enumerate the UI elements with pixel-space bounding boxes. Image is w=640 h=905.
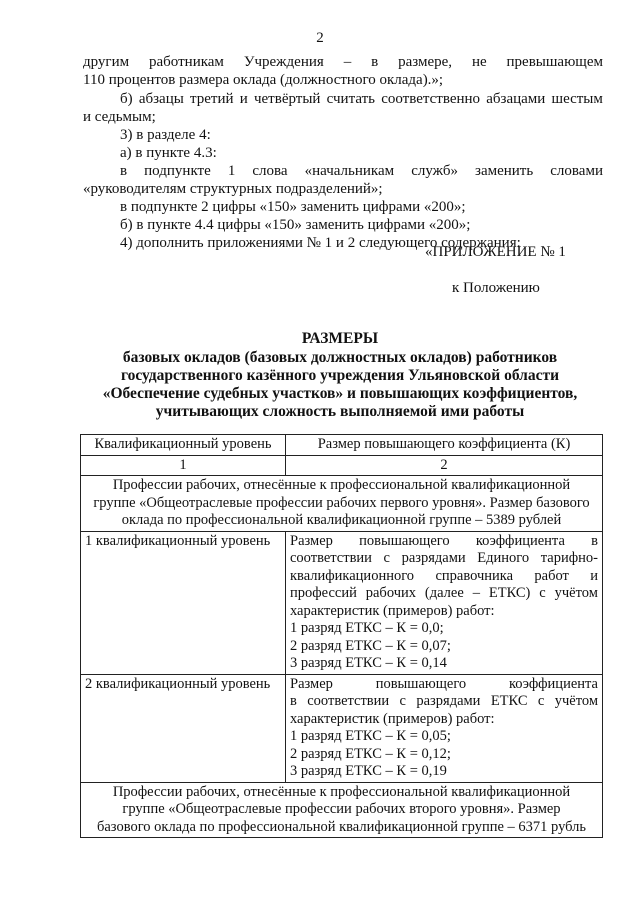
word: «начальникам [304, 163, 395, 179]
word: Размер [290, 532, 333, 549]
word: Единого [477, 550, 530, 566]
column-number: 2 [286, 455, 603, 476]
group-line: оклада по профессиональной квалификационной группе – 5389 рублей [121, 512, 562, 528]
title-line: базовых окладов (базовых должностных окладов) работников [122, 349, 558, 366]
level1-text [290, 533, 598, 673]
table-row [81, 674, 603, 782]
justified-line [290, 676, 598, 694]
word: не [471, 54, 487, 70]
table-header-row [81, 435, 603, 456]
word: и [239, 91, 248, 107]
word: Учреждения [243, 54, 324, 70]
group-line: Профессии рабочих, отнесённые к профессиональной квалификационной [112, 783, 571, 800]
word: ЕТКС) [488, 585, 531, 601]
word: коэффициента [475, 532, 565, 549]
column-number: 1 [81, 455, 286, 476]
justified-line [120, 163, 603, 180]
text-line: «руководителям структурных подразделений»; [83, 181, 383, 197]
text-line: б) в пункте 4.4 цифры «150» заменить цифрами «200»; [120, 217, 471, 233]
level-coefficients [286, 674, 603, 782]
word: в [591, 532, 598, 549]
title-line: «Обеспечение судебных участков» и повышающих коэффициентов, [102, 385, 578, 402]
text-line: 1 разряд ЕТКС – К = 0,05; [290, 728, 451, 744]
appendix-label: «ПРИЛОЖЕНИЕ № 1 [425, 244, 566, 260]
word: соответствии [307, 693, 390, 709]
text-line: 3) в разделе 4: [120, 127, 211, 143]
column-number-row [81, 455, 603, 476]
word: в [290, 693, 297, 709]
title-line: учитывающих сложность выполняемой ими работы [155, 403, 525, 420]
word: слова [252, 163, 288, 179]
justified-line [120, 91, 603, 108]
level-name: 2 квалификационный уровень [81, 674, 286, 782]
text-line: 1 разряд ЕТКС – К = 0,0; [290, 620, 444, 636]
justified-line [290, 693, 598, 711]
level2-text [290, 676, 598, 781]
word: и [590, 567, 598, 584]
text-line: и седьмым; [83, 109, 156, 125]
text-line: 110 процентов размера оклада (должностного оклада).»; [83, 72, 444, 88]
word: разрядами [416, 693, 481, 709]
word: словами [550, 163, 603, 179]
word: считать [326, 91, 375, 107]
word: квалификационного [290, 567, 415, 584]
level-coefficients [286, 531, 603, 674]
word: абзацы [138, 91, 184, 107]
word: Размер [290, 675, 333, 692]
word: учётом [554, 585, 598, 601]
column-header: Квалификационный уровень [81, 435, 286, 456]
word: подпункте [144, 163, 211, 179]
group-line: группе «Общеотраслевые профессии рабочих второго уровня». Размер [122, 801, 561, 817]
word: размере, [398, 54, 453, 70]
word: – [343, 54, 352, 70]
page-number: 2 [316, 30, 324, 46]
text-line: характеристик (примеров) работ: [290, 602, 495, 619]
word: абзацами [486, 91, 546, 107]
word: с [539, 585, 546, 601]
word: с [537, 693, 545, 709]
text-line: 3 разряд ЕТКС – К = 0,14 [290, 655, 447, 671]
text-line: 2 разряд ЕТКС – К = 0,12; [290, 745, 451, 762]
word: соответственно [381, 91, 481, 107]
word: коэффициента [508, 675, 598, 692]
word: третий [190, 91, 234, 107]
column-header: Размер повышающего коэффициента (К) [286, 435, 603, 456]
word: в [120, 163, 128, 179]
word: работ [534, 567, 569, 584]
text-line: 3 разряд ЕТКС – К = 0,19 [290, 763, 447, 779]
justified-line [290, 533, 598, 551]
text-line: в подпункте 2 цифры «150» заменить цифрами «200»; [120, 199, 466, 215]
word: четвёртый [253, 91, 321, 107]
group-line: Профессии рабочих, отнесённые к профессиональной квалификационной [112, 477, 571, 493]
group1-description [81, 476, 603, 532]
word: соответствии [290, 550, 372, 566]
word: профессий [290, 585, 357, 601]
word: работникам [149, 54, 224, 70]
word: повышающего [375, 675, 467, 692]
word: б) [120, 91, 133, 107]
justified-line [290, 568, 598, 586]
text-line: а) в пункте 4.3: [120, 145, 217, 161]
justified-line [83, 54, 603, 71]
table-row [81, 531, 603, 674]
document-title: РАЗМЕРЫ [301, 330, 379, 347]
word: служб» [411, 163, 458, 179]
word: справочника [435, 567, 514, 584]
group-line: группе «Общеотраслевые профессии рабочих первого уровня». Размер базового [93, 494, 590, 511]
word: тарифно- [540, 550, 598, 566]
coefficients-table [80, 434, 603, 838]
group2-description [81, 782, 603, 838]
word: – [472, 585, 480, 601]
word: разрядами [401, 550, 466, 566]
text-line: 4) дополнить приложениями № 1 и 2 следующего содержания: [120, 235, 521, 251]
justified-line [290, 550, 598, 568]
justified-line [290, 585, 598, 603]
group-line: базового оклада по профессиональной квалификационной группе – 6371 рубль [96, 818, 587, 835]
word: превышающем [506, 54, 603, 70]
word: с [383, 550, 390, 566]
word: 1 [227, 163, 236, 179]
word: с [399, 693, 406, 709]
word: рабочих [365, 585, 416, 601]
word: повышающего [359, 532, 450, 549]
word: другим [83, 54, 130, 70]
group-row [81, 476, 603, 532]
text-line: 2 разряд ЕТКС – К = 0,07; [290, 637, 451, 654]
word: (далее [424, 585, 464, 601]
word: в [371, 54, 379, 70]
group-row [81, 782, 603, 838]
word: заменить [475, 163, 534, 179]
appendix-subtitle: к Положению [452, 280, 540, 296]
word: ЕТКС [490, 693, 528, 709]
word: шестым [551, 91, 603, 107]
word: учётом [554, 693, 598, 709]
text-line: характеристик (примеров) работ: [290, 710, 495, 727]
level-name: 1 квалификационный уровень [81, 531, 286, 674]
title-line: государственного казённого учреждения Ульяновской области [120, 367, 560, 384]
